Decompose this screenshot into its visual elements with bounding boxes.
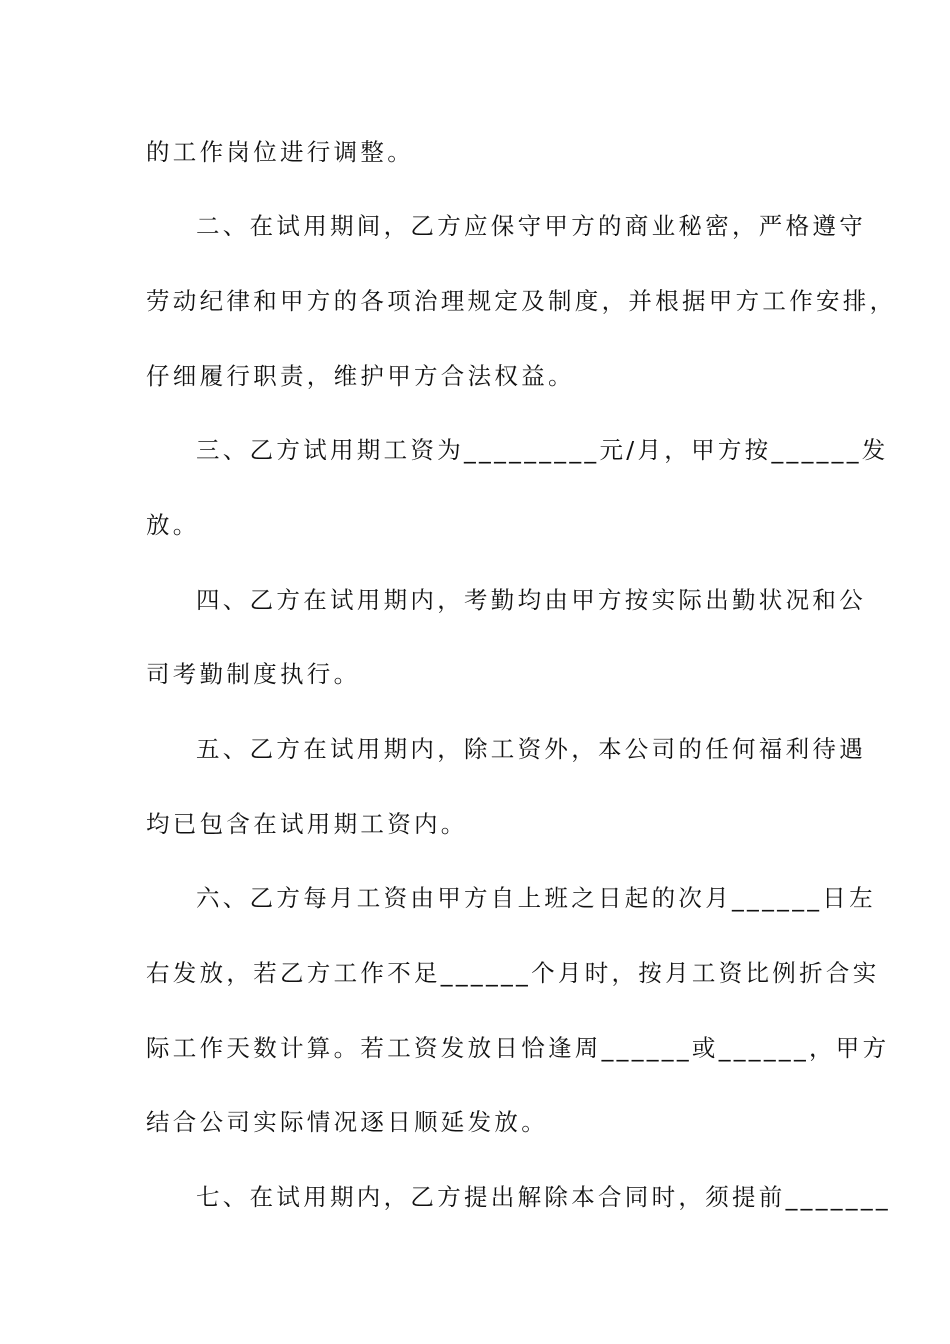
text-line: 司考勤制度执行。: [146, 660, 361, 688]
text-line: 结合公司实际情况逐日顺延发放。: [146, 1108, 548, 1136]
text-line: 右发放，若乙方工作不足______个月时，按月工资比例折合实: [146, 959, 880, 987]
clause-5-line: 五、乙方在试用期内，除工资外，本公司的任何福利待遇: [196, 735, 866, 763]
text-line: 均已包含在试用期工资内。: [146, 810, 468, 838]
clause-3-line: 三、乙方试用期工资为_________元/月，甲方按______发: [196, 436, 889, 464]
clause-6-line: 六、乙方每月工资由甲方自上班之日起的次月______日左: [196, 884, 876, 912]
text-line: 的工作岗位进行调整。: [146, 138, 414, 166]
text-line: 放。: [146, 511, 200, 539]
text-line: 劳动纪律和甲方的各项治理规定及制度，并根据甲方工作安排，: [146, 287, 897, 315]
clause-7-line: 七、在试用期内，乙方提出解除本合同时，须提前_______: [196, 1183, 891, 1211]
clause-4-line: 四、乙方在试用期内，考勤均由甲方按实际出勤状况和公: [196, 586, 866, 614]
text-line: 际工作天数计算。若工资发放日恰逢周______或______，甲方: [146, 1034, 890, 1062]
text-line: 仔细履行职责，维护甲方合法权益。: [146, 362, 575, 390]
clause-2-line: 二、在试用期间，乙方应保守甲方的商业秘密，严格遵守: [196, 212, 866, 240]
